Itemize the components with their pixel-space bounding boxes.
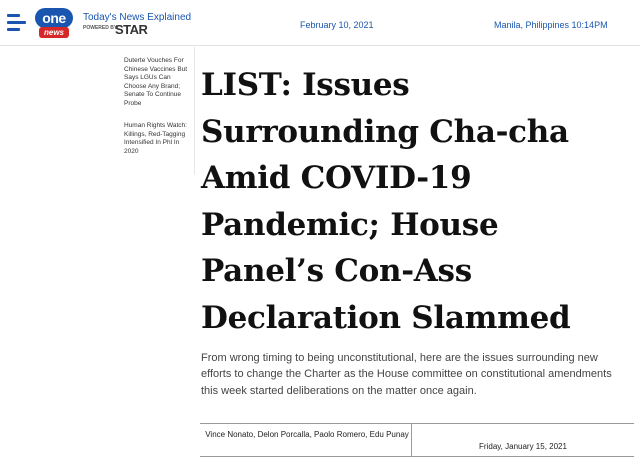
top-bar — [0, 0, 640, 46]
article-headline: LIST: Issues Surrounding Cha-cha Amid COVID-19 Pandemic; House Panel’s Con-Ass Declaration Slammed — [201, 67, 571, 336]
article-lede: From wrong timing to being unconstitutional, here are the issues surrounding new efforts to change the Charter as the House committee on constitutional amendments this week started deliberations on the matter once again. — [201, 352, 612, 397]
powered-by-label: POWERED BY — [83, 25, 118, 31]
header-location-time: Manila, Philippines 10:14PM — [494, 20, 608, 30]
article-publish-date: Friday, January 15, 2021 — [479, 442, 567, 451]
onenews-logo[interactable] — [35, 8, 73, 38]
header-date: February 10, 2021 — [300, 20, 374, 30]
sidebar-story-link[interactable]: Duterte Vouches For Chinese Vaccines But Says LGUs Can Choose Any Brand; Senate To Continue Probe — [124, 57, 188, 107]
article-authors: Vince Nonato, Delon Porcalla, Paolo Romero, Edu Punay — [205, 430, 409, 439]
sidebar-story-link[interactable]: Human Rights Watch: Killings, Red-Tagging Intensified In Phl In 2020 — [124, 122, 187, 155]
site-tagline: Today's News Explained — [83, 12, 192, 23]
logo-news: news — [39, 27, 69, 38]
logo-one: one — [35, 8, 73, 28]
philstar-logo: STAR — [115, 22, 148, 37]
hamburger-menu-icon[interactable] — [7, 14, 27, 32]
byline-divider — [411, 424, 412, 457]
sidebar-divider — [194, 47, 195, 175]
